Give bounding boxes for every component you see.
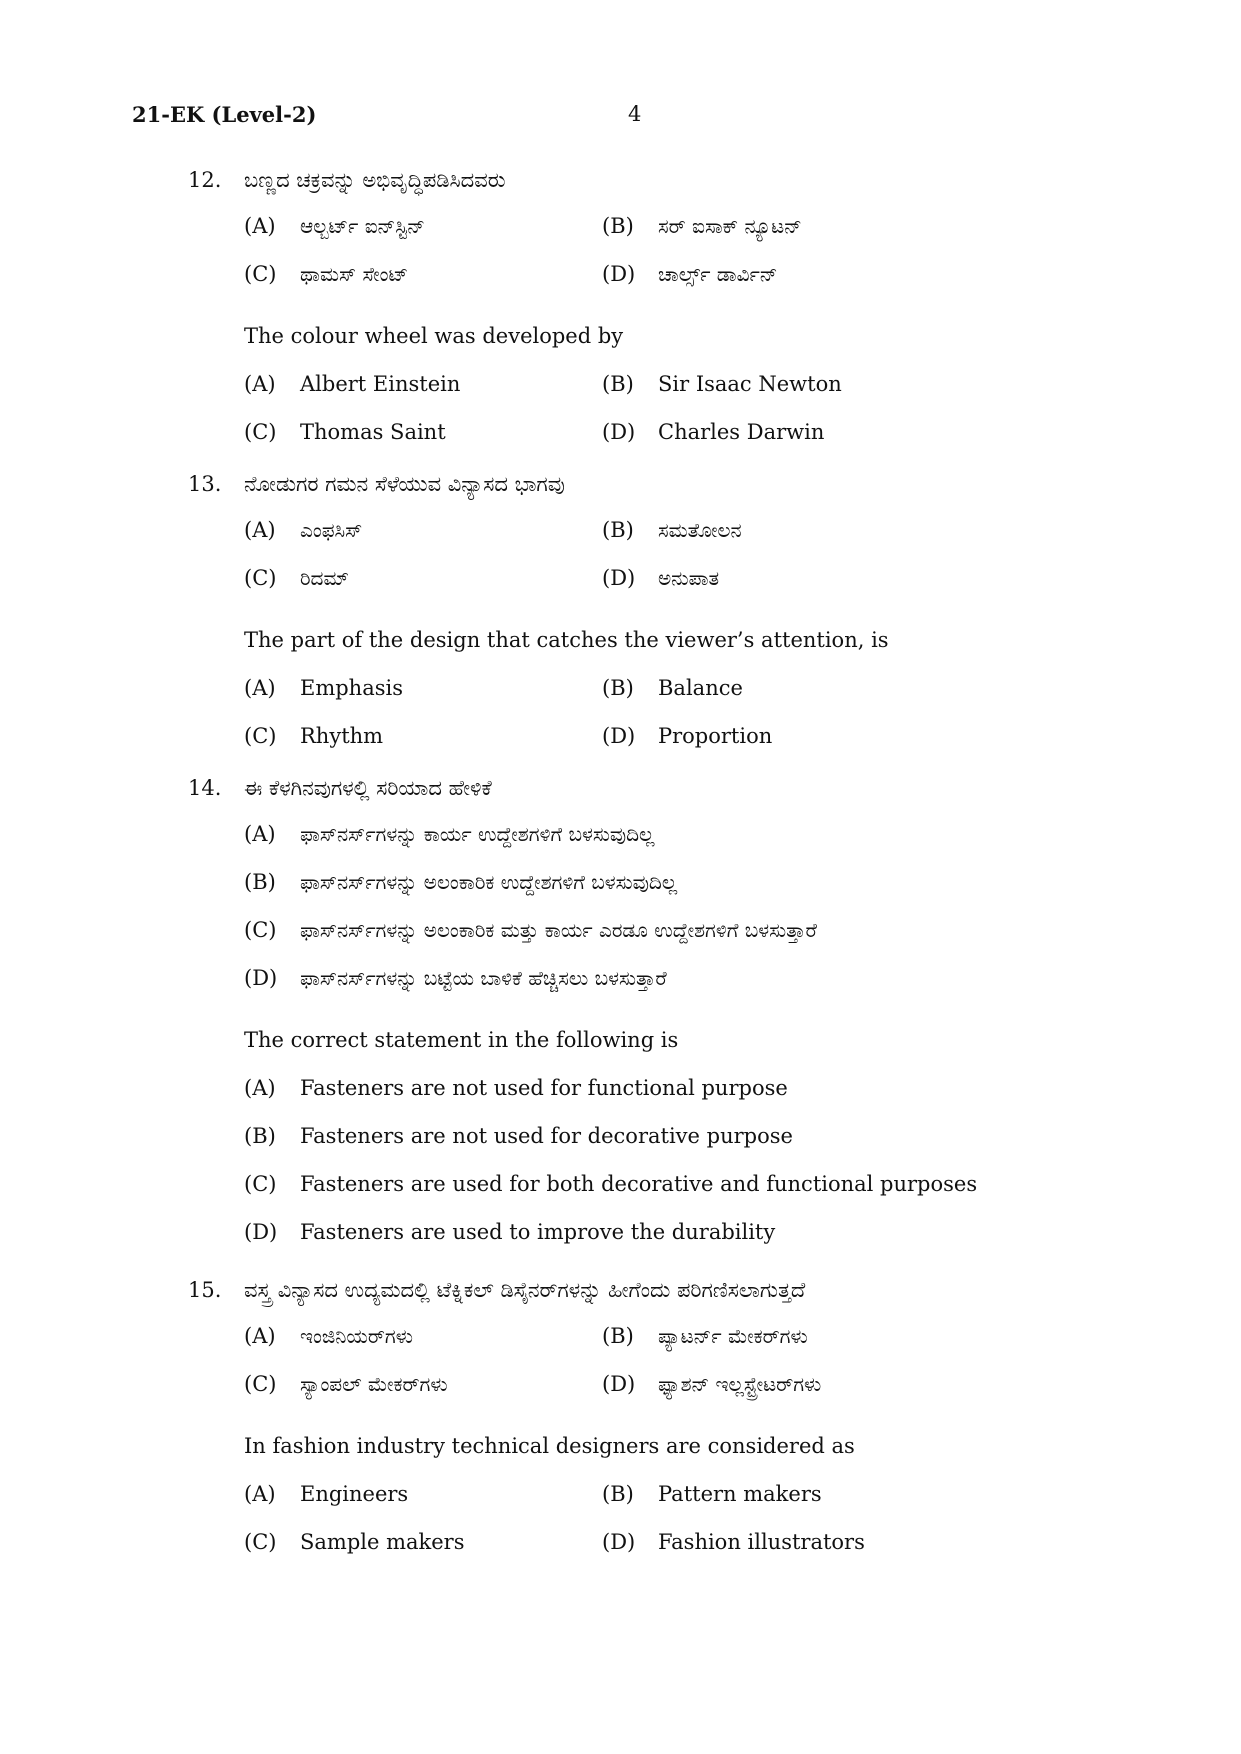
option-label: (D) bbox=[602, 420, 636, 444]
option-label: (C) bbox=[244, 566, 277, 590]
option-text: Sir Isaac Newton bbox=[658, 372, 842, 396]
option-text: ಫಾಸ್‌ನರ್ಸ್‌ಗಳನ್ನು ಅಲಂಕಾರಿಕ ಉದ್ದೇಶಗಳಿಗೆ ಬಳಸುವುದಿಲ್ಲ bbox=[300, 870, 678, 894]
option-label: (B) bbox=[602, 676, 634, 700]
option-label: (D) bbox=[244, 966, 278, 990]
option-label: (B) bbox=[602, 518, 634, 542]
option-label: (C) bbox=[244, 724, 277, 748]
option-label: (A) bbox=[244, 372, 276, 396]
option-text: Fasteners are not used for functional purpose bbox=[300, 1076, 788, 1100]
option-label: (D) bbox=[244, 1220, 278, 1244]
option-label: (B) bbox=[602, 1324, 634, 1348]
option-label: (B) bbox=[602, 214, 634, 238]
question-14 bbox=[188, 776, 1168, 1268]
option-text: ಫಾಸ್‌ನರ್ಸ್‌ಗಳನ್ನು ಅಲಂಕಾರಿಕ ಮತ್ತು ಕಾರ್ಯ ಎರಡೂ ಉದ್ದೇಶಗಳಿಗೆ ಬಳಸುತ್ತಾರೆ bbox=[300, 918, 817, 942]
option-text: ಥಾಮಸ್ ಸೇಂಟ್ bbox=[300, 262, 409, 286]
question-text-english: In fashion industry technical designers are considered as bbox=[244, 1434, 855, 1458]
page-number: 4 bbox=[628, 102, 642, 126]
option-text: ಎಂಫಸಿಸ್ bbox=[300, 518, 363, 542]
option-label: (D) bbox=[602, 1372, 636, 1396]
question-text-kannada: ನೋಡುಗರ ಗಮನ ಸೆಳೆಯುವ ವಿನ್ಯಾಸದ ಭಾಗವು bbox=[244, 472, 565, 496]
option-text: Fasteners are used for both decorative and functional purposes bbox=[300, 1172, 978, 1196]
option-text: Pattern makers bbox=[658, 1482, 822, 1506]
option-text: ರಿದಮ್ bbox=[300, 566, 349, 590]
option-text: Charles Darwin bbox=[658, 420, 825, 444]
option-text: Emphasis bbox=[300, 676, 404, 700]
option-label: (D) bbox=[602, 1530, 636, 1554]
option-text: Albert Einstein bbox=[300, 372, 461, 396]
option-label: (C) bbox=[244, 1530, 277, 1554]
question-number: 12. bbox=[188, 168, 222, 192]
question-stem-kannada bbox=[188, 1278, 1168, 1318]
option-label: (D) bbox=[602, 262, 636, 286]
option-text: Proportion bbox=[658, 724, 773, 748]
question-stem-kannada bbox=[188, 472, 1168, 512]
option-label: (C) bbox=[244, 262, 277, 286]
question-15 bbox=[188, 1278, 1168, 1578]
question-text-kannada: ವಸ್ತ್ರ ವಿನ್ಯಾಸದ ಉದ್ಯಮದಲ್ಲಿ ಟೆಕ್ನಿಕಲ್ ಡಿಸೈನರ್‌ಗಳನ್ನು ಹೀಗೆಂದು ಪರಿಗಣಿಸಲಾಗುತ್ತದೆ bbox=[244, 1278, 806, 1302]
option-label: (C) bbox=[244, 1372, 277, 1396]
question-stem-kannada bbox=[188, 776, 1168, 816]
page-header bbox=[132, 102, 1112, 138]
option-text: Fashion illustrators bbox=[658, 1530, 865, 1554]
option-text: ಫ್ಯಾಶನ್ ಇಲ್ಲಸ್ಟ್ರೇಟರ್‌ಗಳು bbox=[658, 1372, 822, 1396]
option-text: ಫಾಸ್‌ನರ್ಸ್‌ಗಳನ್ನು ಕಾರ್ಯ ಉದ್ದೇಶಗಳಿಗೆ ಬಳಸುವುದಿಲ್ಲ bbox=[300, 822, 655, 846]
question-number: 14. bbox=[188, 776, 222, 800]
option-label: (B) bbox=[602, 1482, 634, 1506]
option-label: (C) bbox=[244, 420, 277, 444]
option-text: ಸರ್ ಐಸಾಕ್ ನ್ಯೂಟನ್ bbox=[658, 214, 802, 238]
option-text: Balance bbox=[658, 676, 743, 700]
option-label: (D) bbox=[602, 566, 636, 590]
question-text-english: The part of the design that catches the viewer’s attention, is bbox=[244, 628, 889, 652]
option-label: (A) bbox=[244, 822, 276, 846]
option-text: ಚಾರ್ಲ್ಸ್ ಡಾರ್ವಿನ್ bbox=[658, 262, 778, 286]
option-text: Fasteners are not used for decorative purpose bbox=[300, 1124, 793, 1148]
option-label: (A) bbox=[244, 676, 276, 700]
option-label: (A) bbox=[244, 214, 276, 238]
option-label: (C) bbox=[244, 1172, 277, 1196]
question-number: 13. bbox=[188, 472, 222, 496]
option-label: (A) bbox=[244, 518, 276, 542]
option-label: (A) bbox=[244, 1482, 276, 1506]
question-text-kannada: ಈ ಕೆಳಗಿನವುಗಳಲ್ಲಿ ಸರಿಯಾದ ಹೇಳಿಕೆ bbox=[244, 776, 492, 800]
option-text: Sample makers bbox=[300, 1530, 465, 1554]
exam-code: 21-EK (Level-2) bbox=[132, 102, 317, 127]
option-label: (D) bbox=[602, 724, 636, 748]
option-label: (B) bbox=[244, 1124, 276, 1148]
option-text: ಸಮತೋಲನ bbox=[658, 518, 742, 542]
option-text: ಇಂಜಿನಿಯರ್‌ಗಳು bbox=[300, 1324, 413, 1348]
question-text-english: The colour wheel was developed by bbox=[244, 324, 624, 348]
option-text: ಪ್ಯಾಟರ್ನ್ ಮೇಕರ್‌ಗಳು bbox=[658, 1324, 808, 1348]
question-number: 15. bbox=[188, 1278, 222, 1302]
option-label: (B) bbox=[602, 372, 634, 396]
option-text: ಸ್ಯಾಂಪಲ್ ಮೇಕರ್‌ಗಳು bbox=[300, 1372, 448, 1396]
question-12 bbox=[188, 168, 1168, 468]
option-text: Thomas Saint bbox=[300, 420, 446, 444]
option-label: (C) bbox=[244, 918, 277, 942]
question-text-kannada: ಬಣ್ಣದ ಚಕ್ರವನ್ನು ಅಭಿವೃದ್ಧಿಪಡಿಸಿದವರು bbox=[244, 168, 506, 192]
option-label: (A) bbox=[244, 1324, 276, 1348]
question-13 bbox=[188, 472, 1168, 772]
option-text: Rhythm bbox=[300, 724, 384, 748]
option-text: ಅನುಪಾತ bbox=[658, 566, 720, 590]
option-text: Engineers bbox=[300, 1482, 409, 1506]
option-text: ಆಲ್ಬರ್ಟ್ ಐನ್‌ಸ್ಟಿನ್ bbox=[300, 214, 425, 238]
option-text: ಫಾಸ್‌ನರ್ಸ್‌ಗಳನ್ನು ಬಟ್ಟೆಯ ಬಾಳಿಕೆ ಹೆಚ್ಚಿಸಲು ಬಳಸುತ್ತಾರೆ bbox=[300, 966, 667, 990]
option-text: Fasteners are used to improve the durability bbox=[300, 1220, 776, 1244]
option-label: (A) bbox=[244, 1076, 276, 1100]
option-label: (B) bbox=[244, 870, 276, 894]
question-text-english: The correct statement in the following is bbox=[244, 1028, 679, 1052]
question-stem-kannada bbox=[188, 168, 1168, 208]
